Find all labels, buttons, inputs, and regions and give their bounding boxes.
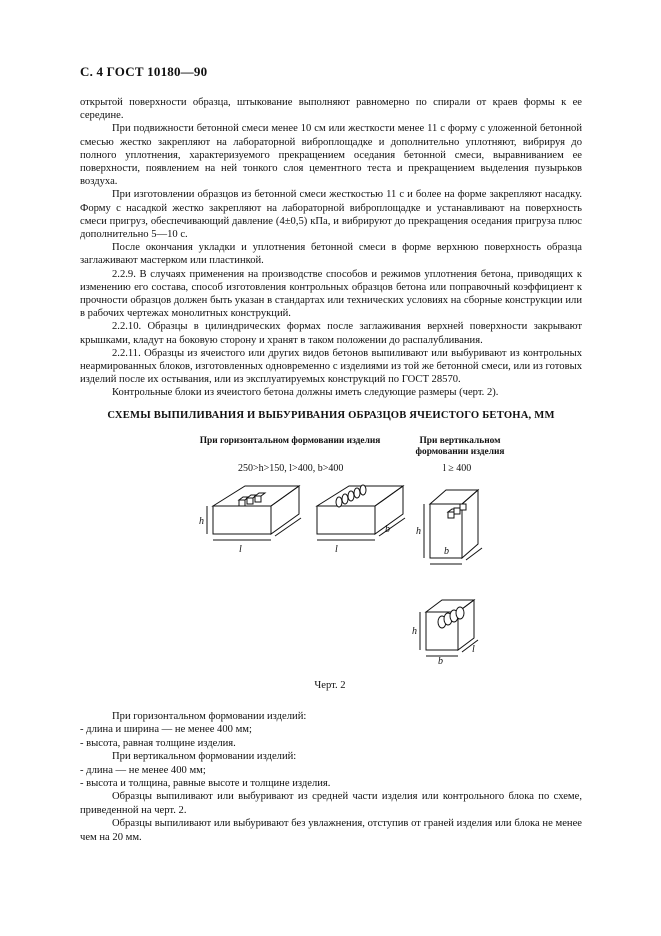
list-item: - высота, равная толщине изделия.	[80, 737, 236, 749]
dim-label-h: h	[416, 526, 421, 537]
list-intro: При горизонтальном формовании изделий:	[112, 711, 307, 722]
dim-label-b: b	[438, 656, 443, 666]
condition-horizontal: 250>h>150, l>400, b>400	[238, 463, 344, 474]
paragraph: Образцы выпиливают или выбуривают без увлажнения, отступив от граней изделия или блока не менее чем на 20 мм.	[80, 818, 582, 843]
paragraph: При подвижности бетонной смеси менее 10 см или жесткости менее 11 с форму с уложенной бетонной смесью жестко закрепляют на лабораторной виброплощадке и дополнительно уплотняют, вибрируя до полного уплотнения, характеризуемого прекращением оседания бетонной смеси, выравниванием ее поверхности, появлением на ней тонкого слоя цементного теста и прекращением выделения пузырьков воздуха.	[80, 123, 582, 188]
requirements-list	[80, 710, 582, 844]
diagram-block-cubes	[195, 478, 305, 560]
dim-label-b: b	[385, 524, 390, 535]
paragraph: 2.2.9. В случаях применения на производстве способов и режимов уплотнения бетона, приводящих к изменению его состава, способ изготовления контрольных образцов бетона или поправочный коэффициент к прочности образцов должен быть указан в стандартах или технических условиях на сборные конструкции или в рабочих чертежах монолитных конструкций.	[80, 268, 582, 320]
diagram-block-cylinders	[305, 478, 415, 560]
diagram-vertical-cubes	[408, 478, 498, 570]
page-header: С. 4 ГОСТ 10180—90	[80, 64, 208, 79]
paragraph: 2.2.11. Образцы из ячеистого или других видов бетонов выпиливают или выбуривают из контрольных неармированных блоков, изготовленных одновременно с изделиями из той же бетонной смеси, или из готовых изделий после их остывания, или из эксплуатируемых конструкций по ГОСТ 28570.	[80, 347, 582, 386]
section-title: СХЕМЫ ВЫПИЛИВАНИЯ И ВЫБУРИВАНИЯ ОБРАЗЦОВ ЯЧЕИСТОГО БЕТОНА, ММ	[107, 410, 555, 421]
list-item: - высота и толщина, равные высоте и толщине изделия.	[80, 778, 331, 790]
dim-label-b: b	[444, 546, 449, 557]
paragraph: Контрольные блоки из ячеистого бетона должны иметь следующие размеры (черт. 2).	[112, 387, 499, 399]
body-text	[80, 96, 582, 400]
paragraph: 2.2.10. Образцы в цилиндрических формах после заглаживания верхней поверхности закрывают крышками, кладут на боковую сторону и хранят в таком положении до распалубливания.	[80, 321, 582, 346]
paragraph: При изготовлении образцов из бетонной смеси жесткостью 11 с и более на форме закрепляют насадку. Форму с насадкой жестко закрепляют на лабораторной виброплощадке и устанавливают на поверхность смеси пригруз, обеспечивающий давление (4±0,5) кПа, и вибрируют до прекращения оседания пригруза плюс дополнительно 5—10 с.	[80, 189, 582, 241]
paragraph: Образцы выпиливают или выбуривают из средней части изделия или контрольного блока по схеме, приведенной на черт. 2.	[80, 791, 582, 816]
condition-vertical: l ≥ 400	[443, 463, 472, 474]
paragraph: открытой поверхности образца, штыкование выполняют равномерно по спирали от краев формы к ее середине.	[80, 97, 582, 122]
figure-caption: Черт. 2	[314, 680, 346, 691]
list-intro: При вертикальном формовании изделий:	[112, 751, 297, 763]
caption-horizontal: При горизонтальном формовании изделия	[199, 436, 381, 446]
dim-label-l: l	[239, 544, 242, 555]
dim-label-h: h	[412, 626, 417, 637]
list-item: - длина — не менее 400 мм;	[80, 764, 206, 776]
list-item: - длина и ширина — не менее 400 мм;	[80, 724, 252, 736]
dim-label-h: h	[199, 516, 204, 527]
caption-vertical: При вертикальном формовании изделия	[415, 436, 505, 457]
dim-label-l: l	[335, 544, 338, 555]
dim-label-l: l	[472, 644, 475, 655]
diagram-vertical-cylinders	[408, 592, 498, 666]
paragraph: После окончания укладки и уплотнения бетонной смеси в форме верхнюю поверхность образца заглаживают мастерком или пластинкой.	[80, 242, 582, 267]
